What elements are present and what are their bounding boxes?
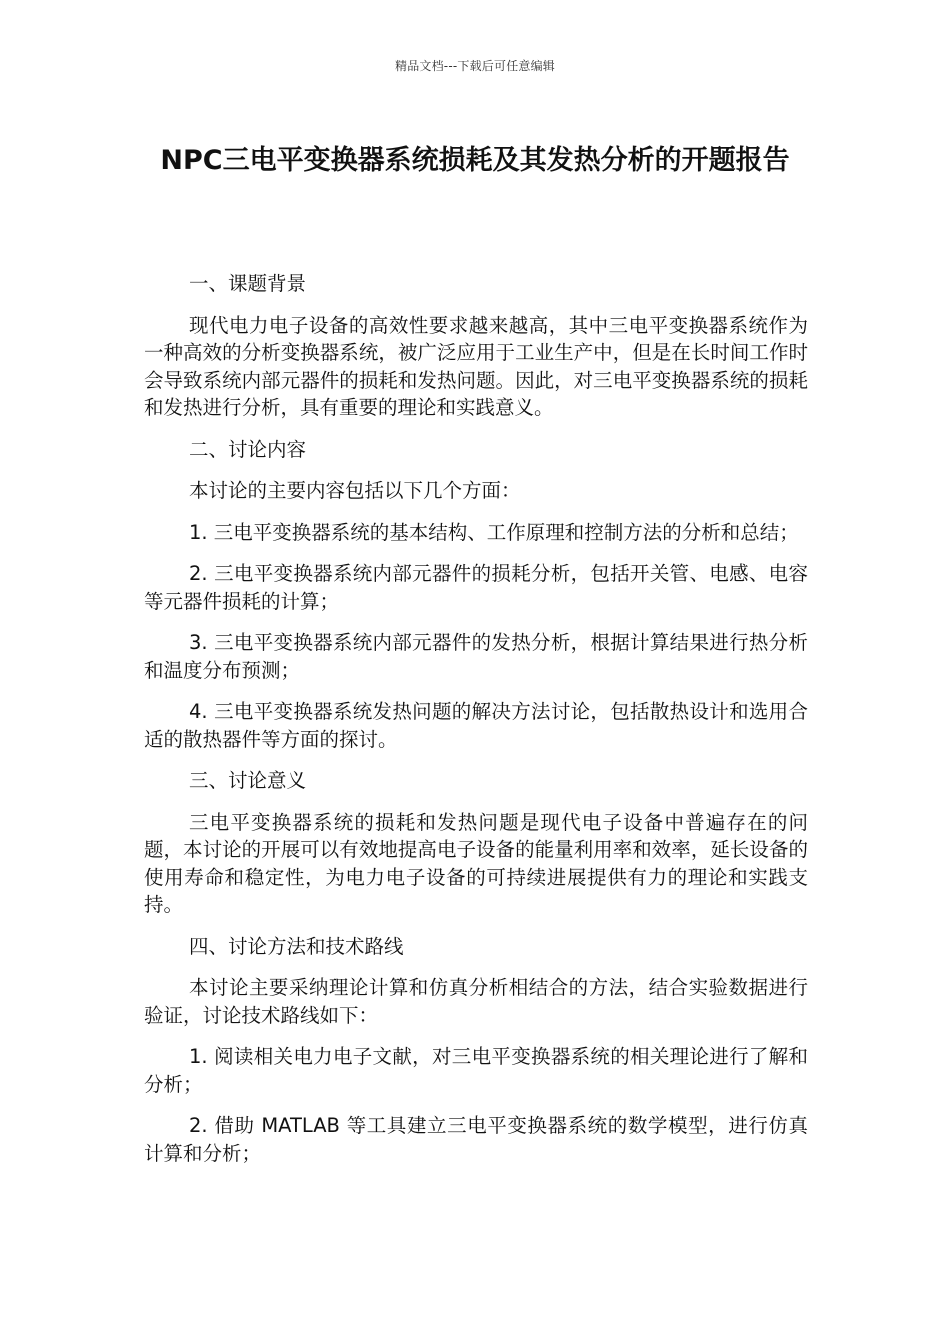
list-item-content-4: 4. 三电平变换器系统发热问题的解决方法讨论，包括散热设计和选用合适的散热器件等方面的探讨。 [144,700,808,751]
paragraph-significance: 三电平变换器系统的损耗和发热问题是现代电子设备中普遍存在的问题，本讨论的开展可以有效地提高电子设备的能量利用率和效率，延长设备的使用寿命和稳定性，为电力电子设备的可持续进展提供有力的理论和实践支持。 [144,810,808,916]
header-note: 精品文档---下载后可任意编辑 [395,59,555,73]
list-item-content-3: 3. 三电平变换器系统内部元器件的发热分析，根据计算结果进行热分析和温度分布预测； [144,631,808,682]
list-item-content-2: 2. 三电平变换器系统内部元器件的损耗分析，包括开关管、电感、电容等元器件损耗的计算； [144,562,808,613]
section-heading-content: 二、讨论内容 [189,437,307,461]
document-title: NPC三电平变换器系统损耗及其发热分析的开题报告 [160,145,790,176]
list-item-methods-1: 1. 阅读相关电力电子文献，对三电平变换器系统的相关理论进行了解和分析； [144,1045,808,1096]
section-heading-significance: 三、讨论意义 [189,769,307,792]
paragraph-background: 现代电力电子设备的高效性要求越来越高，其中三电平变换器系统作为一种高效的分析变换器系统，被广泛应用于工业生产中，但是在长时间工作时会导致系统内部元器件的损耗和发热问题。因此，对三电平变换器系统的损耗和发热进行分析，具有重要的理论和实践意义。 [144,313,808,419]
section-heading-background: 一、课题背景 [189,272,307,295]
paragraph-methods-intro: 本讨论主要采纳理论计算和仿真分析相结合的方法，结合实验数据进行验证，讨论技术路线如下： [144,976,808,1027]
paragraph-content-intro: 本讨论的主要内容包括以下几个方面： [189,479,521,502]
list-item-methods-2: 2. 借助 MATLAB 等工具建立三电平变换器系统的数学模型，进行仿真计算和分析； [144,1114,808,1165]
section-heading-methods: 四、讨论方法和技术路线 [189,934,404,958]
document-body [144,270,808,1181]
list-item-content-1: 1. 三电平变换器系统的基本结构、工作原理和控制方法的分析和总结； [189,520,799,544]
